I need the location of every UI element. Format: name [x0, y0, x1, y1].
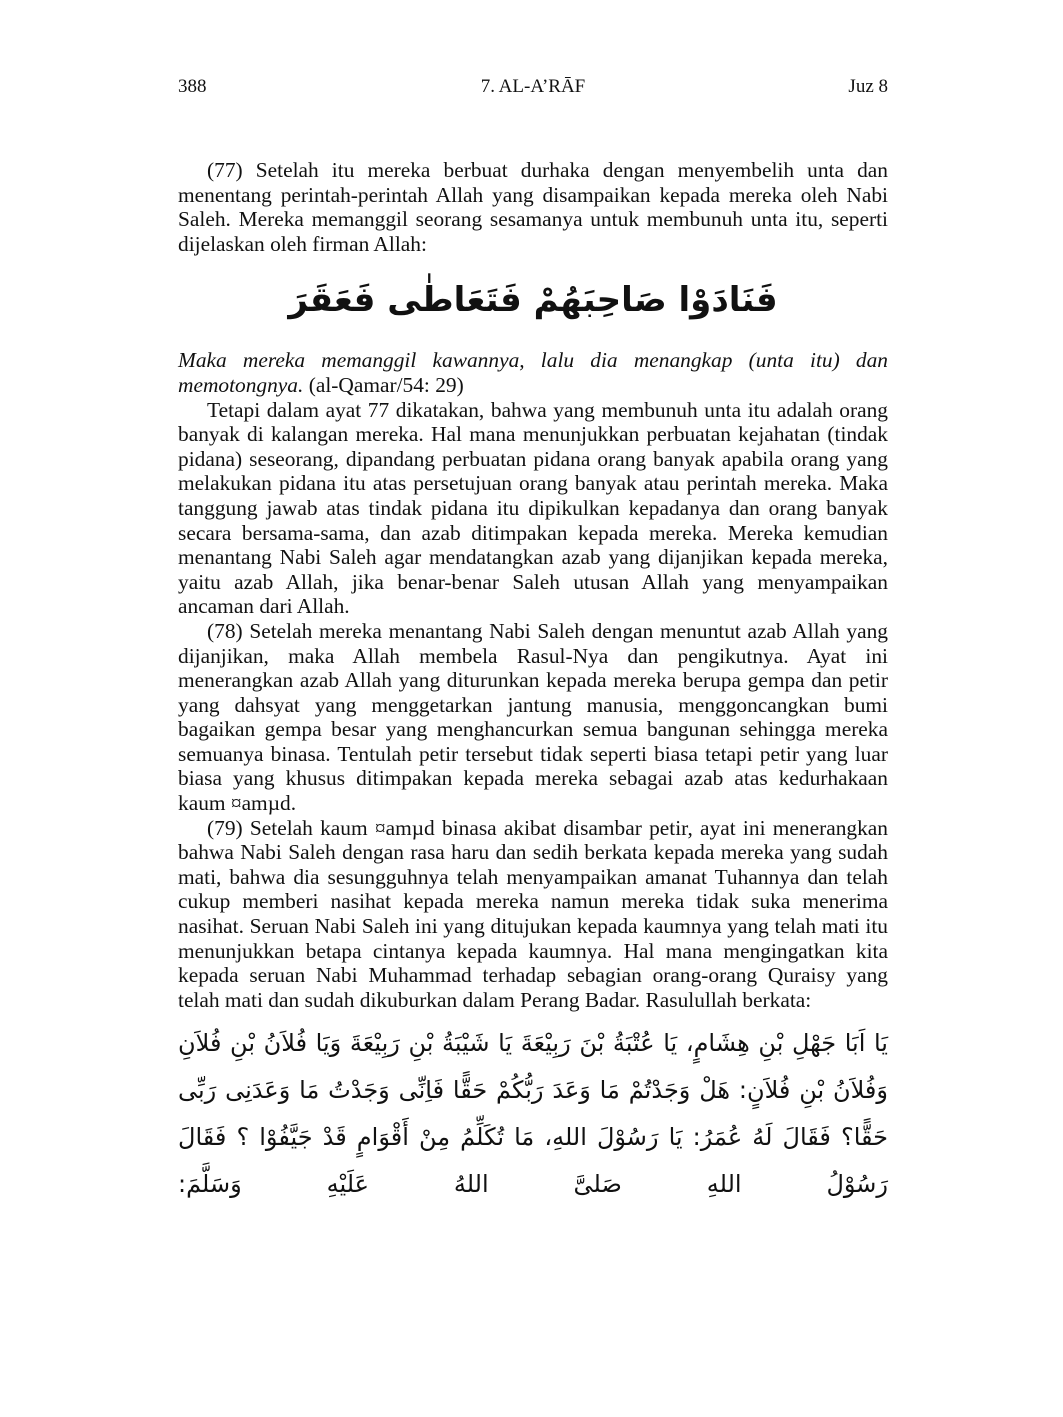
page-number: 388 — [178, 76, 207, 97]
surah-title: 7. AL-A’RĀF — [480, 76, 586, 97]
paragraph-77: (77) Setelah itu mereka berbuat durhaka dengan menyembelih unta dan menentang perintah-perintah Allah yang disampaikan kepada mereka oleh Nabi Saleh. Mereka memanggil seorang sesamanya untuk membunuh unta itu, seperti dijelaskan oleh firman Allah: — [178, 158, 888, 256]
verse-translation — [178, 348, 888, 397]
juz-label: Juz 8 — [848, 76, 888, 97]
paragraph-tetapi: Tetapi dalam ayat 77 dikatakan, bahwa yang membunuh unta itu adalah orang banyak di kalangan mereka. Hal mana menunjukkan perbuatan kejahatan (tindak pidana) seseorang, dipandang perbuatan pidana orang banyak apabila orang yang melakukan pidana itu atas persetujuan orang banyak atau perintah mereka. Maka tanggung jawab atas tindak pidana itu dipikulkan kepadanya dan orang banyak secara bersama-sama, dan azab ditimpakan kepada mereka. Mereka kemudian menantang Nabi Saleh agar mendatangkan azab yang dijanjikan kepada mereka, yaitu azab Allah, jika benar-benar Saleh utusan Allah yang menyampaikan ancaman dari Allah. — [178, 397, 888, 619]
quran-verse-arabic: فَنَادَوْا صَاحِبَهُمْ فَتَعَاطٰى فَعَقَرَ — [288, 280, 778, 321]
verse-translation-text: Maka mereka memanggil kawannya, lalu dia menangkap (unta itu) dan memotongnya. — [178, 348, 888, 397]
paragraph-78: (78) Setelah mereka menantang Nabi Saleh dengan menuntut azab Allah yang dijanjikan, maka Allah membela Rasul-Nya dan pengikutnya. Ayat ini menerangkan azab Allah yang diturunkan kepada mereka berupa gempa dan petir yang dahsyat yang menggetarkan jantung manusia, menggoncangkan bumi bagaikan gempa besar yang menghancurkan semua bangunan sehingga mereka semuanya binasa. Tentulah petir tersebut tidak seperti biasa tetapi petir yang luar biasa yang khusus ditimpakan kepada mereka sebagai azab atas kedurhakaan kaum ¤amµd. — [178, 618, 888, 816]
verse-reference: (al-Qamar/54: 29) — [308, 372, 464, 397]
paragraph-79: (79) Setelah kaum ¤amµd binasa akibat disambar petir, ayat ini menerangkan bahwa Nabi Saleh dengan rasa haru dan sedih berkata kepada mereka yang sudah mati, bahwa dia sesungguhnya telah menyampaikan amanat Tuhannya dan telah cukup memberi nasihat kepada mereka namun mereka tidak suka menerima nasihat. Seruan Nabi Saleh ini yang ditujukan kepada kaumnya yang telah mati itu menunjukkan betapa cintanya kepada kaumnya. Hal mana mengingatkan kita kepada seruan Nabi Muhammad terhadap sebagian orang-orang Quraisy yang telah mati dan sudah dikuburkan dalam Perang Badar. Rasulullah berkata: — [178, 815, 888, 1012]
hadith-arabic: يَا اَبَا جَهْلِ بْنِ هِشَامٍ، يَا عُتْبَةُ بْنَ رَبِيْعَةَ يَا شَيْبَةُ بْنِ رَبِيْعَةَ وَيَا فُلاَنُ بْنِ فُلاَنِ وَفُلاَنُ بْنِ فُلاَنٍ: هَلْ وَجَدْتُمْ مَا وَعَدَ رَبُّكُمْ حَقًّا فَاِنِّى وَجَدْتُ مَا وَعَدَنِى رَبِّى حَقًّا؟ فَقَالَ لَهُ عُمَرُ: يَا رَسُوْلَ اللهِ، مَا تُكَلِّمُ مِنْ أَقْوَامٍ قَدْ جَيَّفُوْا ؟ فَقَالَ رَسُوْلُ اللهِ صَلىَّ اللهُ عَلَيْهِ وَسَلَّمَ: — [178, 1029, 888, 1199]
page-body — [178, 158, 888, 1208]
page-header — [178, 76, 888, 102]
